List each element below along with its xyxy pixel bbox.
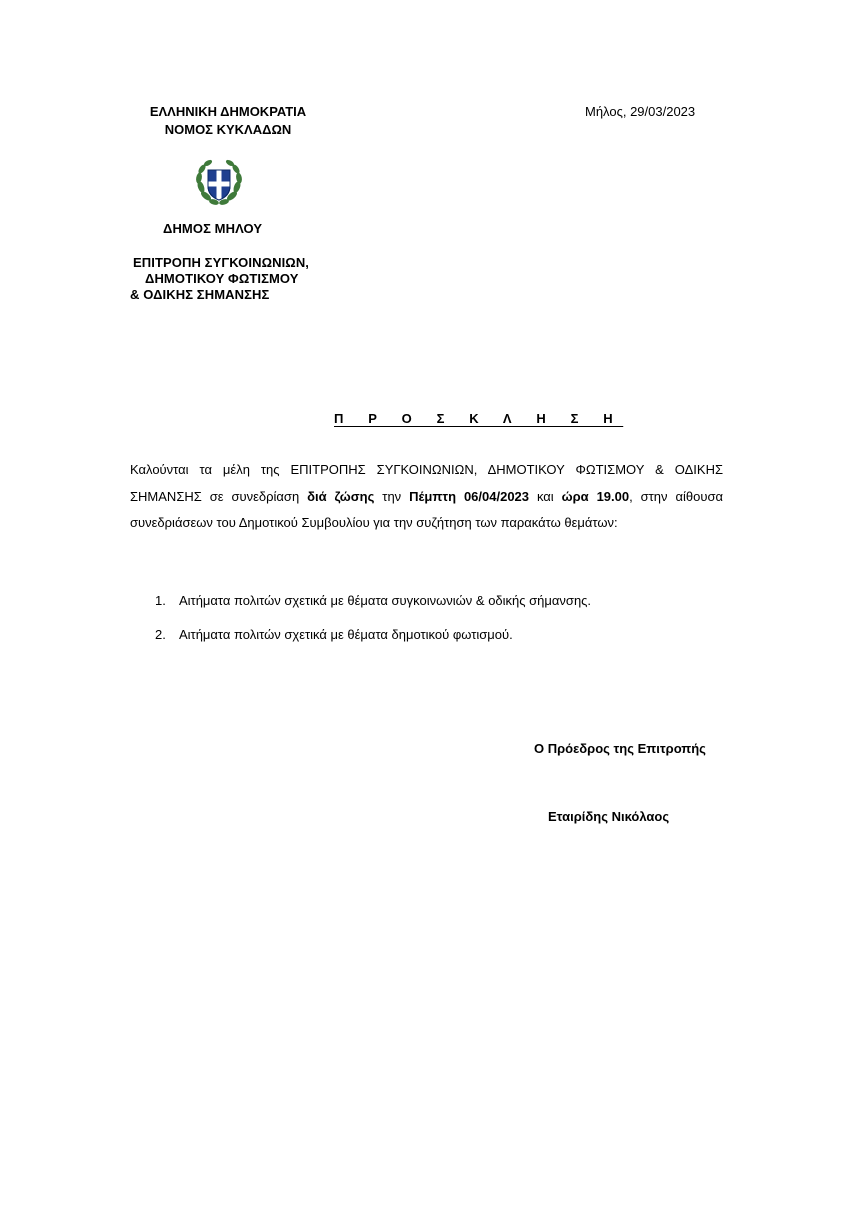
agenda-list	[155, 592, 591, 660]
issuer-header	[128, 103, 328, 139]
committee-line-3: & ΟΔΙΚΗΣ ΣΗΜΑΝΣΗΣ	[130, 287, 270, 302]
paragraph-text-1: Καλούνται τα μέλη της ΕΠΙΤΡΟΠΗΣ ΣΥΓΚΟΙΝΩΝΙΩΝ, ΔΗΜΟΤΙΚΟΥ ΦΩΤΙΣΜΟΥ & ΟΔΙΚΗΣ ΣΗΜΑΝΣΗΣ σε συνεδρίαση	[130, 462, 723, 504]
issuer-prefecture: ΝΟΜΟΣ ΚΥΚΛΑΔΩΝ	[164, 122, 292, 137]
agenda-item-number: 1.	[155, 593, 166, 608]
invitation-paragraph	[130, 457, 723, 537]
paragraph-text-4: , στην αίθουσα συνεδριάσεων του Δημοτικού Συμβουλίου για την συζήτηση των παρακάτω θεμάτων:	[130, 488, 723, 530]
agenda-item	[155, 592, 591, 626]
municipality-name: ΔΗΜΟΣ ΜΗΛΟΥ	[163, 221, 263, 236]
agenda-item-number: 2.	[155, 627, 166, 642]
paragraph-text-3: και	[529, 488, 562, 504]
agenda-item	[155, 626, 591, 660]
committee-line-2: ΔΗΜΟΤΙΚΟΥ ΦΩΤΙΣΜΟΥ	[145, 271, 299, 286]
greek-coat-of-arms-icon	[193, 157, 245, 209]
issuer-country: ΕΛΛΗΝΙΚΗ ΔΗΜΟΚΡΑΤΙΑ	[149, 104, 307, 119]
agenda-item-text: Αιτήματα πολιτών σχετικά με θέματα δημοτικού φωτισμού.	[179, 627, 513, 642]
meeting-time: ώρα 19.00	[561, 488, 630, 504]
agenda-item-text: Αιτήματα πολιτών σχετικά με θέματα συγκοινωνιών & οδικής σήμανσης.	[179, 593, 592, 608]
meeting-date: Πέμπτη 06/04/2023	[409, 488, 530, 504]
signatory-name: Εταιρίδης Νικόλαος	[548, 809, 670, 824]
paragraph-text-2: την	[374, 488, 410, 504]
meeting-mode: διά ζώσης	[307, 488, 375, 504]
document-title: Π Ρ Ο Σ Κ Λ Η Σ Η	[334, 411, 624, 426]
signatory-role: Ο Πρόεδρος της Επιτροπής	[534, 741, 706, 756]
committee-line-1: ΕΠΙΤΡΟΠΗ ΣΥΓΚΟΙΝΩΝΙΩΝ,	[133, 255, 310, 270]
place-date: Μήλος, 29/03/2023	[585, 104, 696, 119]
